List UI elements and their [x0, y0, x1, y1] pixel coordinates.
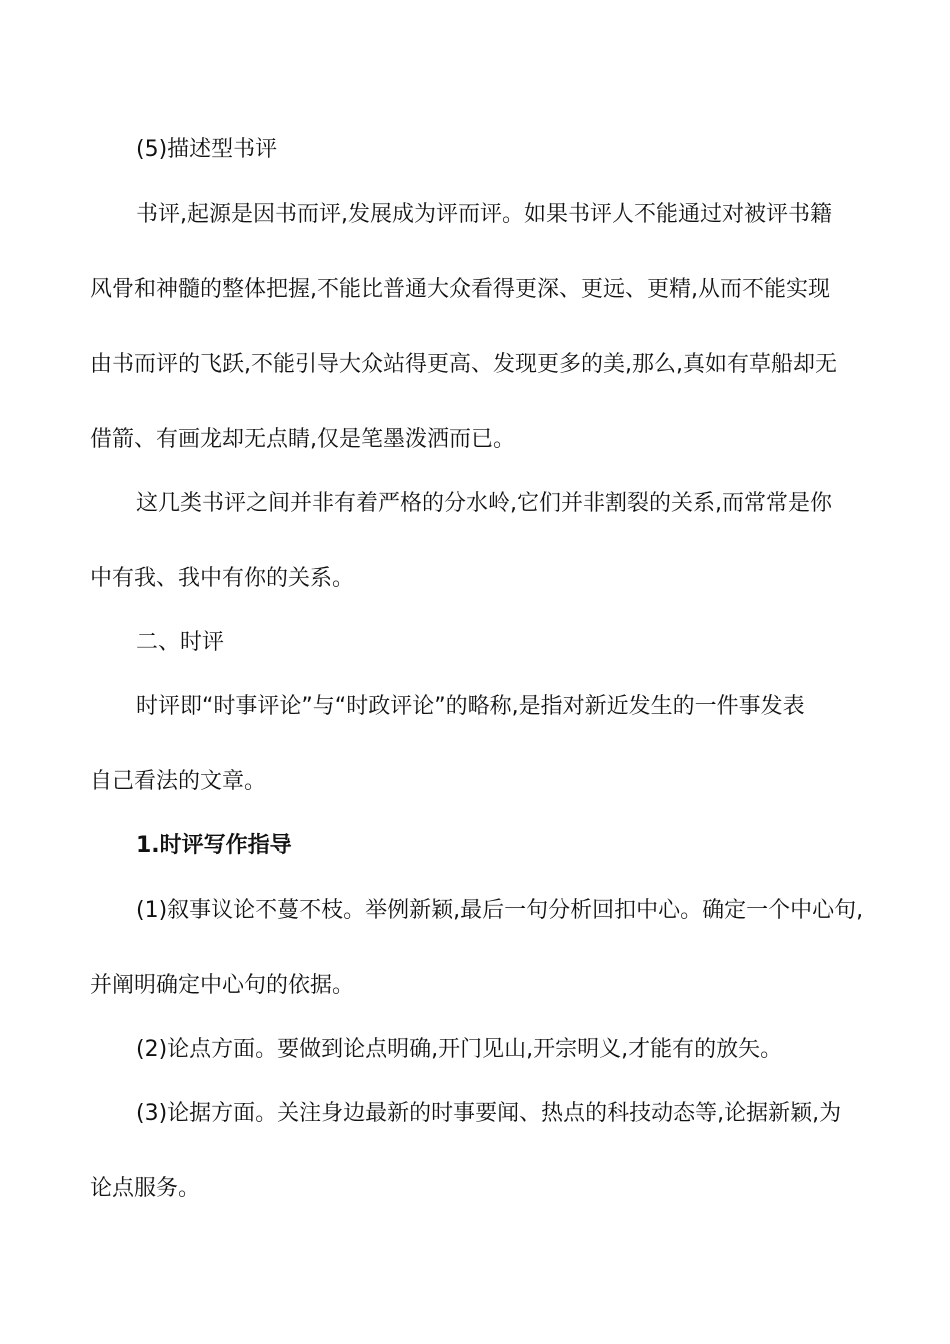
subsection-heading-writing-guide: 1.时评写作指导 — [136, 833, 292, 858]
paragraph-line: 书评,起源是因书而评,发展成为评而评。如果书评人不能通过对被评书籍 — [136, 202, 832, 227]
paragraph-line: 由书而评的飞跃,不能引导大众站得更高、发现更多的美,那么,真如有草船却无 — [90, 352, 837, 377]
paragraph-line: 借箭、有画龙却无点睛,仅是笔墨泼洒而已。 — [90, 427, 515, 452]
subheading-descriptive-review: (5)描述型书评 — [136, 137, 278, 162]
paragraph-line: 并阐明确定中心句的依据。 — [90, 973, 355, 998]
paragraph-line: 时评即“时事评论”与“时政评论”的略称,是指对新近发生的一件事发表 — [136, 694, 805, 719]
paragraph-line: 中有我、我中有你的关系。 — [90, 566, 355, 591]
section-heading-commentary: 二、时评 — [136, 630, 225, 655]
paragraph-line: 风骨和神髓的整体把握,不能比普通大众看得更深、更远、更精,从而不能实现 — [90, 277, 830, 302]
paragraph-line: (1)叙事议论不蔓不枝。举例新颖,最后一句分析回扣中心。确定一个中心句, — [136, 898, 864, 923]
paragraph-line: 自己看法的文章。 — [90, 769, 267, 794]
paragraph-line: 论点服务。 — [90, 1176, 201, 1201]
paragraph-line: (2)论点方面。要做到论点明确,开门见山,开宗明义,才能有的放矢。 — [136, 1037, 783, 1062]
paragraph-line: 这几类书评之间并非有着严格的分水岭,它们并非割裂的关系,而常常是你 — [136, 491, 832, 516]
paragraph-line: (3)论据方面。关注身边最新的时事要闻、热点的科技动态等,论据新颖,为 — [136, 1101, 842, 1126]
